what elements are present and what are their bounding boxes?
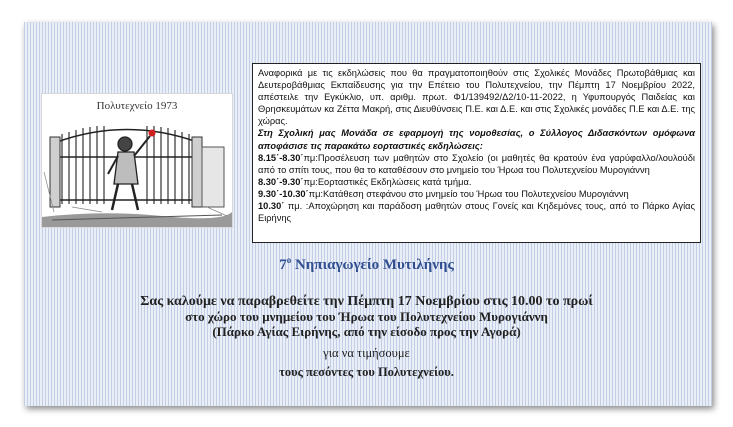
school-name: Νηπιαγωγείο Μυτιλήνης [294,257,454,273]
schedule-item [258,176,695,188]
invitation-line: για να τιμήσουμε [323,346,410,360]
schedule-time: 9.30΄-10.30΄ [258,188,309,199]
schedule-item [258,188,695,200]
illustration-caption: Πολυτεχνείο 1973 [96,100,178,112]
schedule-time: 8.15΄-8.30΄ [258,152,304,163]
schedule-text: Κατάθεση στεφάνου στο μνημείο του Ήρωα του Πολυτεχνείου Μυρογιάννη [323,188,629,199]
notice-decision: Στη Σχολική μας Μονάδα σε εφαρμογή της νομοθεσίας, ο Σύλλογος Διδασκόντων ομόφωνα αποφάσισε τις παρακάτω εορταστικές εκδηλώσεις: [258,128,695,151]
schedule-text: Προσέλευση των μαθητών στο Σχολείο (οι μαθητές θα κρατούν ένα γαρύφαλλο/λουλούδι από το σπίτι τους, που θα το καταθέσουν στο μνημείο του Ήρωα του Πολυτεχνείου Μυρογιάννη [258,152,695,175]
notice-intro: Αναφορικά με τις εκδηλώσεις που θα πραγματοποιηθούν στις Σχολικές Μονάδες Πρωτοβάθμιας και Δευτεροβάθμιας Εκπαίδευσης για την Επέτειο του Πολυτεχνείου, την Πέμπτη 17 Νοεμβρίου 2022, απέστειλε την Εγκύκλιο, υπ. αριθμ. πρωτ. Φ1/139492/Δ2/10-11-2022, η Υφυπουργός Παιδείας και Θρησκευμάτων κα Ζέττα Μακρή, στις Διευθύνσεις Π.Ε. και Δ.Ε. και στις Σχολικές μονάδες Π.Ε και Δ.Ε. της χώρας. [258,68,695,127]
invitation-line: (Πάρκο Αγίας Ειρήνης, από την είσοδο προς την Αγορά) [212,324,521,339]
schedule-text: Εορταστικές Εκδηλώσεις κατά τμήμα. [317,176,472,187]
schedule-time: 10.30΄ [258,201,285,212]
schedule-time: 8.30΄-9.30΄ [258,176,304,187]
invitation [0,294,733,380]
invitation-line: τους πεσόντες του Πολυτεχνείου. [279,365,454,379]
schedule-item [258,152,695,176]
event-notice [252,63,701,243]
schedule-item [258,200,695,224]
polytechnic-sketch-icon [42,112,232,227]
school-number: 7 [279,257,287,273]
schedule-text: Αποχώρηση και παράδοση μαθητών στους Γονείς και Κηδεμόνες τους, από το Πάρκο Αγίας Ειρήνης [258,201,695,224]
polytechnic-illustration [41,93,233,228]
schedule-suffix: πμ: [303,176,318,187]
invitation-line: στο χώρο του μνημείου του Ήρωα του Πολυτεχνείου Μυρογιάννη [185,309,548,324]
school-title [0,255,733,274]
schedule-suffix: πμ: [308,188,324,199]
schedule-suffix: πμ. : [284,201,309,212]
invitation-line: Σας καλούμε να παραβρεθείτε την Πέμπτη 17 Νοεμβρίου στις 10.00 το πρωί [140,294,593,309]
schedule-suffix: πμ: [303,152,318,163]
school-number-superscript: ο [286,255,292,265]
